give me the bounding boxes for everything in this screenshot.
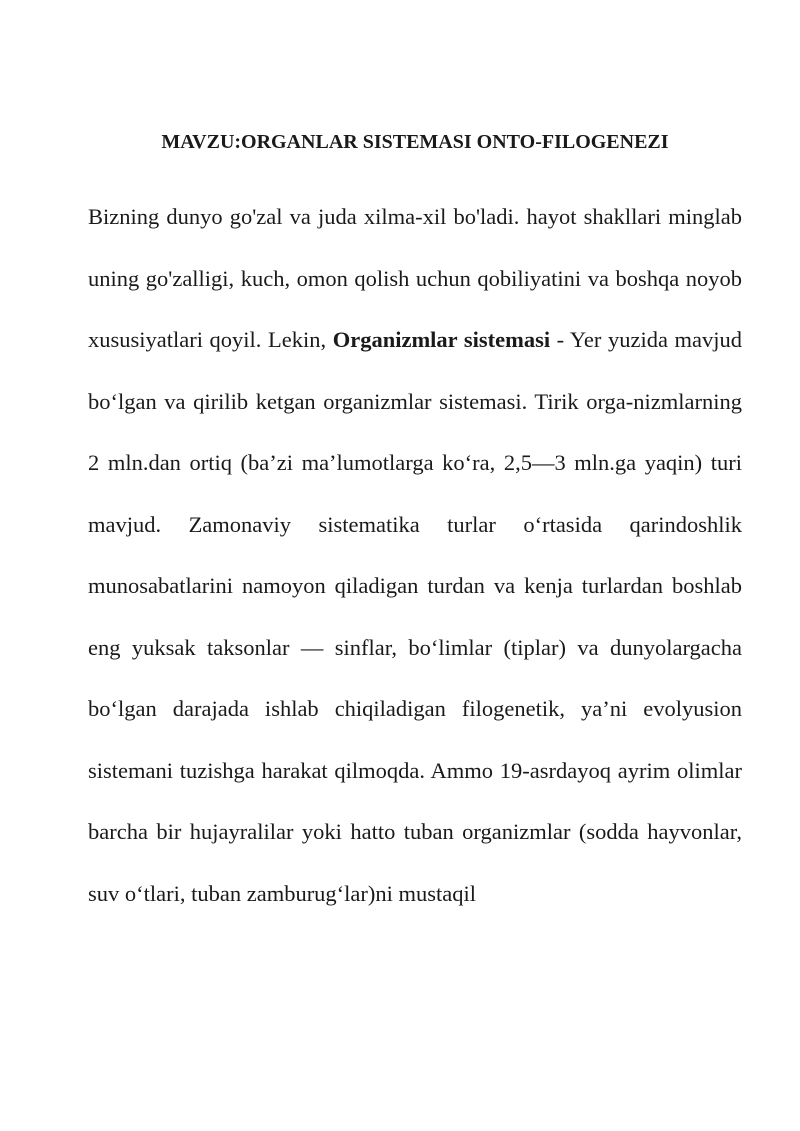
- document-title: MAVZU:ORGANLAR SISTEMASI ONTO-FILOGENEZI: [161, 131, 669, 153]
- definition-term: Organizmlar sistemasi: [332, 327, 551, 352]
- body-paragraph: [88, 186, 742, 924]
- paragraph-intro-text: Bizning dunyo go'zal va juda xilma-xil bo'ladi. hayot shakllari minglab uning go'zalligi, kuch, omon qolish uchun qobiliyatini va boshqa noyob xususiyatlari qoyil. Lekin,: [88, 204, 742, 352]
- paragraph-definition-text: - Yer yuzida mavjud bo‘lgan va qirilib ketgan organizmlar sistemasi. Tirik orga-nizmlarning 2 mln.dan ortiq (ba’zi ma’lumotlarga ko‘ra, 2,5—3 mln.ga yaqin) turi mavjud. Zamonaviy sistematika turlar o‘rtasida qarindoshlik munosabatlarini namoyon qiladigan turdan va kenja turlardan boshlab eng yuksak taksonlar — sinflar, bo‘limlar (tiplar) va dunyolargacha bo‘lgan darajada ishlab chiqiladigan filogenetik, ya’ni evolyusion sistemani tuzishga harakat qilmoqda. Ammo 19-asrdayoq ayrim olimlar barcha bir hujayralilar yoki hatto tuban organizmlar (sodda hayvonlar, suv o‘tlari, tuban zamburug‘lar)ni mustaqil: [88, 327, 742, 906]
